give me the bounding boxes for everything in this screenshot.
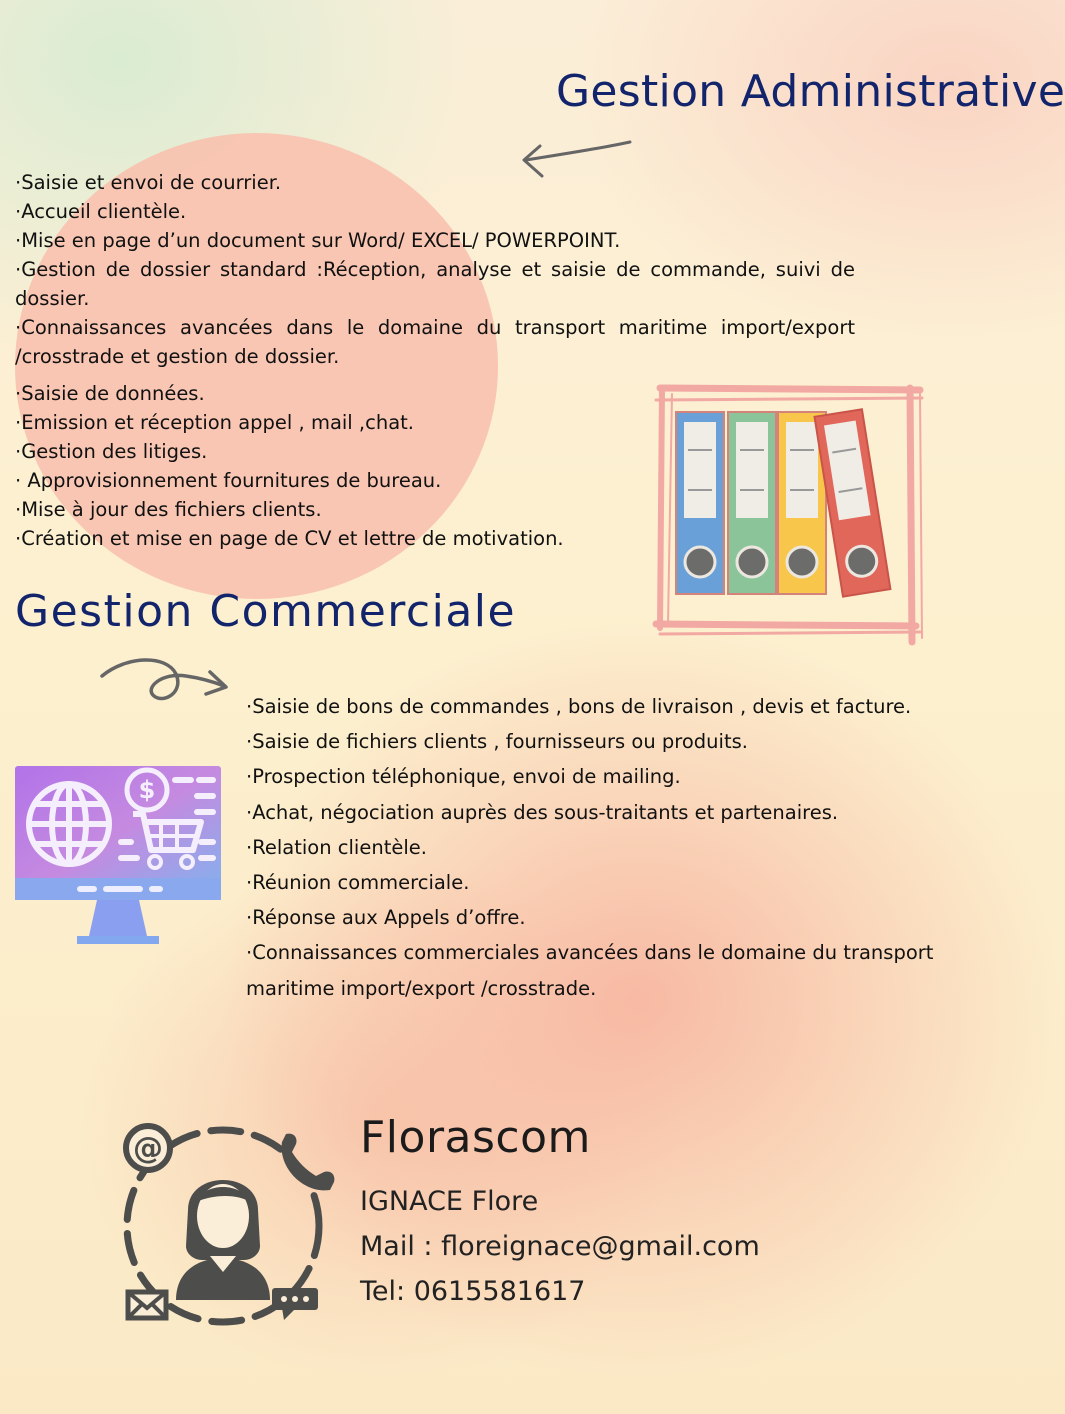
commercial-item: ·Achat, négociation auprès des sous-traitants et partenaires. xyxy=(246,800,839,824)
commercial-task-list xyxy=(246,689,946,1006)
commercial-section-title: Gestion Commerciale xyxy=(15,586,517,637)
admin-item: ·Saisie de données. xyxy=(15,382,205,405)
svg-text:@: @ xyxy=(133,1131,163,1166)
admin-item: · Approvisionnement fournitures de bureau. xyxy=(15,469,442,492)
contact-name: IGNACE Flore xyxy=(360,1186,539,1217)
commercial-item: ·Saisie de fichiers clients , fournisseurs ou produits. xyxy=(246,730,748,754)
admin-task-list xyxy=(15,168,855,371)
commercial-item: ·Saisie de bons de commandes , bons de livraison , devis et facture. xyxy=(246,695,912,718)
commercial-item: ·Prospection téléphonique, envoi de mailing. xyxy=(246,765,681,789)
commercial-item: ·Réunion commerciale. xyxy=(246,871,470,895)
commercial-item: ·Relation clientèle. xyxy=(246,835,427,859)
admin-item: ·Création et mise en page de CV et lettre de motivation. xyxy=(15,527,564,550)
admin-item: ·Mise à jour des fichiers clients. xyxy=(15,498,322,521)
brand-name: Florascom xyxy=(360,1112,591,1163)
commercial-item: ·Connaissances commerciales avancées dans le domaine du transport maritime import/export /crosstrade. xyxy=(246,941,934,1000)
admin-section-title: Gestion Administrative xyxy=(556,66,1065,117)
admin-item: ·Gestion de dossier standard :Réception, analyse et saisie de commande, suivi de dossier. xyxy=(15,258,855,310)
contact-person-icon xyxy=(118,1120,328,1334)
contact-mail: Mail : floreignace@gmail.com xyxy=(360,1231,760,1262)
admin-item: ·Connaissances avancées dans le domaine du transport maritime import/export /crosstrade et gestion de dossier. xyxy=(15,316,855,368)
admin-item: ·Mise en page d’un document sur Word/ EXCEL/ POWERPOINT. xyxy=(15,229,621,252)
admin-item: ·Emission et réception appel , mail ,chat. xyxy=(15,411,414,434)
loop-arrow-right-icon xyxy=(96,650,236,710)
binders-icon xyxy=(652,380,928,650)
contact-tel: Tel: 0615581617 xyxy=(360,1276,586,1307)
admin-item: ·Saisie et envoi de courrier. xyxy=(15,171,282,194)
admin-item: ·Accueil clientèle. xyxy=(15,200,187,223)
commercial-item: ·Réponse aux Appels d’offre. xyxy=(246,906,526,930)
svg-text:$: $ xyxy=(138,776,156,804)
admin-item: ·Gestion des litiges. xyxy=(15,440,208,463)
ecommerce-monitor-icon xyxy=(15,766,223,950)
